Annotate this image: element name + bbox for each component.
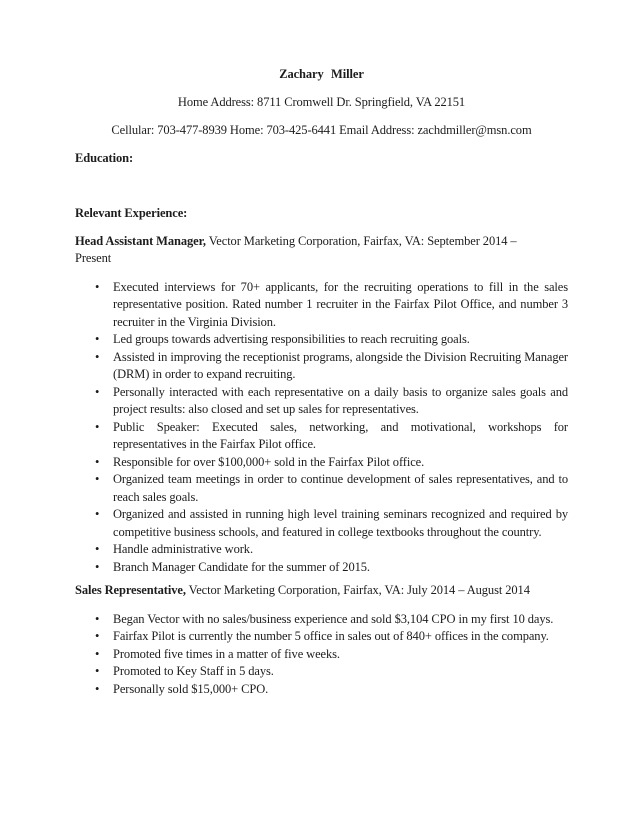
job-details: Vector Marketing Corporation, Fairfax, VA: September 2014 – Present: [75, 233, 517, 265]
job-section-head-assistant-manager: [75, 233, 568, 577]
bullet-item: • Promoted to Key Staff in 5 days.: [95, 663, 568, 681]
bullet-item: • Assisted in improving the receptionist programs, alongside the Division Recruiting Manager (DRM) in order to expand recruiting.: [95, 349, 568, 384]
bullet-item: • Began Vector with no sales/business experience and sold $3,104 CPO in my first 10 days.: [95, 611, 568, 629]
bullet-item: • Organized team meetings in order to continue development of sales representatives, and to reach sales goals.: [95, 471, 568, 506]
resume-name: Zachary Miller: [279, 67, 364, 81]
contact-line: Cellular: 703-477-8939 Home: 703-425-6441 Email Address: zachdmiller@msn.com: [111, 123, 532, 137]
bullet-item: • Led groups towards advertising responsibilities to reach recruiting goals.: [95, 331, 568, 349]
experience-heading: Relevant Experience:: [75, 205, 188, 220]
bullet-item: • Organized and assisted in running high level training seminars recognized and required by competitive business schools, and featured in college textbooks throughout the country.: [95, 506, 568, 541]
job-heading: [75, 233, 553, 268]
bullet-item: • Responsible for over $100,000+ sold in the Fairfax Pilot office.: [95, 454, 568, 472]
job-title: Head Assistant Manager,: [75, 233, 206, 248]
job-heading: [75, 582, 553, 600]
job-section-sales-representative: [75, 582, 568, 698]
job-details: Vector Marketing Corporation, Fairfax, VA: July 2014 – August 2014: [188, 583, 530, 597]
bullet-item: • Promoted five times in a matter of five weeks.: [95, 646, 568, 664]
education-heading: Education:: [75, 151, 134, 165]
home-address-line: Home Address: 8711 Cromwell Dr. Springfield, VA 22151: [177, 95, 466, 109]
bullet-item: • Public Speaker: Executed sales, networking, and motivational, workshops for representatives in the Fairfax Pilot office.: [95, 419, 568, 454]
bullet-item: • Personally sold $15,000+ CPO.: [95, 681, 568, 699]
job-title: Sales Representative,: [75, 583, 186, 597]
bullet-item: • Executed interviews for 70+ applicants, for the recruiting operations to fill in the sales representative position. Rated number 1 recruiter in the Fairfax Pilot Office, and number 3 recruiter in the Virginia Division.: [95, 279, 568, 332]
job-bullet-list: [75, 279, 568, 577]
bullet-item: • Handle administrative work.: [95, 541, 568, 559]
bullet-item: • Personally interacted with each representative on a daily basis to organize sales goals and project results: also closed and set up sales for representatives.: [95, 384, 568, 419]
bullet-item: • Fairfax Pilot is currently the number 5 office in sales out of 840+ offices in the company.: [95, 628, 568, 646]
bullet-item: • Branch Manager Candidate for the summer of 2015.: [95, 559, 568, 577]
job-bullet-list: [75, 611, 568, 699]
